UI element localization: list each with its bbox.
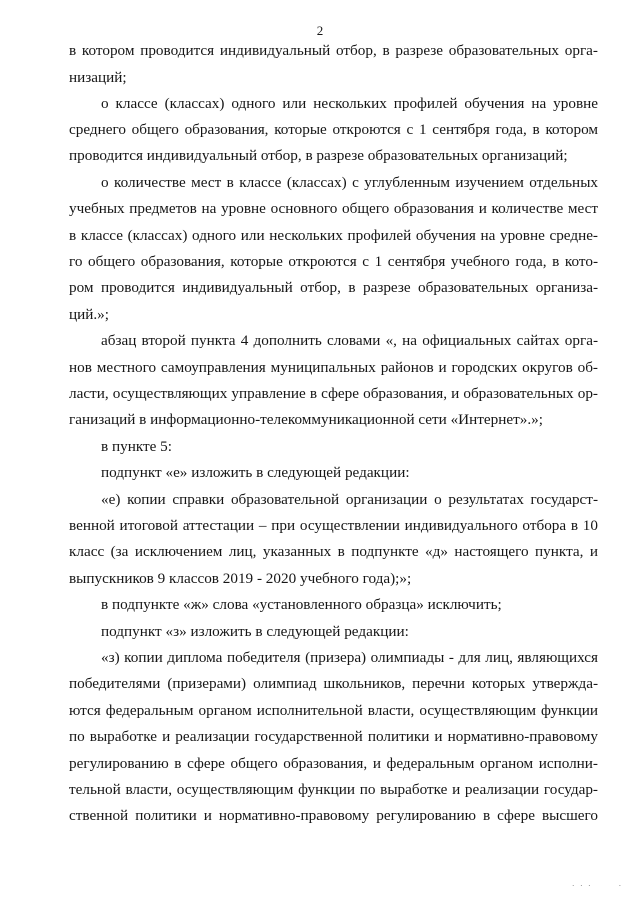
text-line: регулированию в сфере общего образования, и федеральным органом исполни- bbox=[69, 755, 598, 772]
text-line: победителями (призерами) олимпиад школьников, перечни которых утвержда- bbox=[69, 675, 598, 692]
text-line: подпункт «з» изложить в следующей редакции: bbox=[101, 623, 409, 640]
text-line: проводится индивидуальный отбор, в разрезе образовательных организаций; bbox=[69, 147, 568, 164]
scan-artifact-marks: · · · · bbox=[572, 882, 624, 890]
text-line: ром проводится индивидуальный отбор, в разрезе образовательных организа- bbox=[69, 279, 598, 296]
text-line: тельной власти, осуществляющим функции по выработке и реализации государ- bbox=[69, 781, 598, 798]
text-line: ций.»; bbox=[69, 306, 109, 323]
text-line: в котором проводится индивидуальный отбор, в разрезе образовательных орга- bbox=[69, 42, 598, 59]
text-line: ласти, осуществляющих управление в сфере образования, и образовательных ор- bbox=[69, 385, 598, 402]
text-line: абзац второй пункта 4 дополнить словами «, на официальных сайтах орга- bbox=[101, 332, 598, 349]
text-line: класс (за исключением лиц, указанных в подпункте «д» настоящего пункта, и bbox=[69, 543, 598, 560]
text-line: в подпункте «ж» слова «установленного образца» исключить; bbox=[101, 596, 502, 613]
text-line: нов местного самоуправления муниципальных районов и городских округов об- bbox=[69, 359, 598, 376]
text-line: венной итоговой аттестации – при осуществлении индивидуального отбора в 10 bbox=[69, 517, 598, 534]
text-line: о количестве мест в классе (классах) с углубленным изучением отдельных bbox=[101, 174, 598, 191]
text-line: о классе (классах) одного или нескольких профилей обучения на уровне bbox=[101, 95, 598, 112]
text-line: го общего образования, которые откроются с 1 сентября учебного года, в кото- bbox=[69, 253, 598, 270]
text-line: учебных предметов на уровне основного общего образования и количестве мест bbox=[69, 200, 598, 217]
text-line: в пункте 5: bbox=[101, 438, 172, 455]
text-line: подпункт «е» изложить в следующей редакции: bbox=[101, 464, 410, 481]
text-line: ются федеральным органом исполнительной власти, осуществляющим функции bbox=[69, 702, 598, 719]
text-line: «з) копии диплома победителя (призера) олимпиады - для лиц, являющихся bbox=[101, 649, 598, 666]
text-line: ственной политики и нормативно-правовому регулированию в сфере высшего bbox=[69, 807, 598, 824]
text-line: выпускников 9 классов 2019 - 2020 учебного года);»; bbox=[69, 570, 412, 587]
text-line: низаций; bbox=[69, 69, 127, 86]
text-line: по выработке и реализации государственной политики и нормативно-правовому bbox=[69, 728, 598, 745]
text-line: «е) копии справки образовательной организации о результатах государст- bbox=[101, 491, 598, 508]
text-line: в классе (классах) одного или нескольких профилей обучения на уровне средне- bbox=[69, 227, 598, 244]
page-number: 2 bbox=[316, 23, 324, 38]
text-line: ганизаций в информационно-телекоммуникационной сети «Интернет».»; bbox=[69, 411, 543, 428]
text-line: среднего общего образования, которые откроются с 1 сентября года, в котором bbox=[69, 121, 598, 138]
